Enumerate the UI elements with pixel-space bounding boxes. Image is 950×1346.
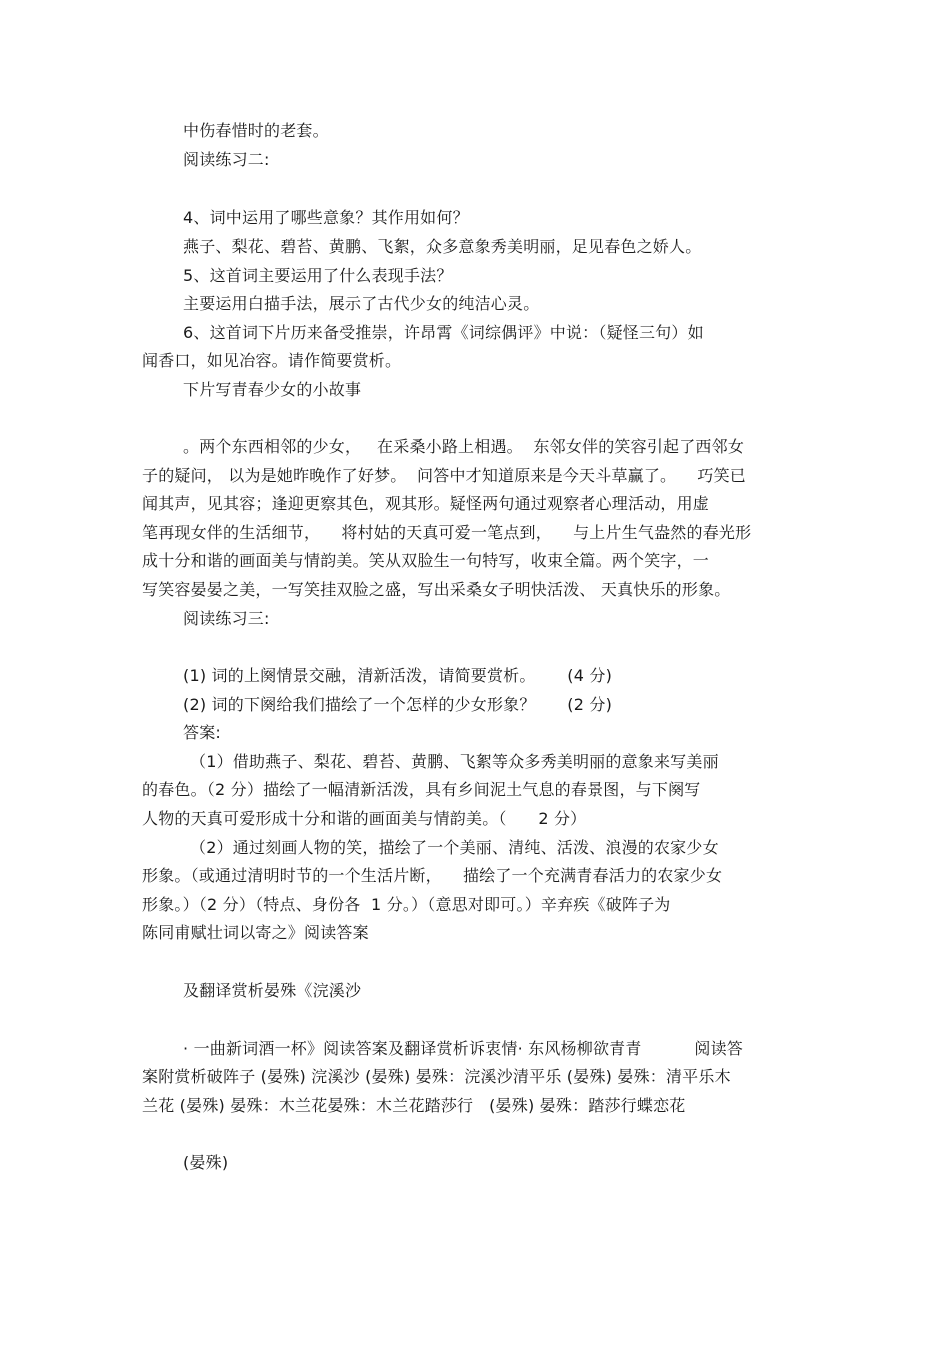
paragraph-line: 写笑容晏晏之美，一写笑挂双脸之盛，写出采桑女子明快活泼、 天真快乐的形象。 — [142, 580, 731, 599]
question-line: 闻香口，如见冶容。请作简要赏析。 — [142, 351, 402, 370]
paragraph-line: 笔再现女伴的生活细节， 将村姑的天真可爱一笔点到， 与上片生气盎然的春光形 — [142, 523, 752, 542]
answer-line: 燕子、梨花、碧苔、黄鹏、飞絮，众多意象秀美明丽，足见春色之娇人。 — [183, 237, 702, 256]
answer-line: 下片写青春少女的小故事 — [183, 380, 362, 399]
text-line: 中伤春惜时的老套。 — [183, 121, 329, 140]
answer-line: （1）借助燕子、梨花、碧苔、黄鹏、飞絮等众多秀美明丽的意象来写美丽 — [190, 752, 719, 771]
answer-line: 形象。）（2 分）（特点、身份各 1 分。）（意思对即可。）辛弃疾《破阵子为 — [142, 895, 671, 914]
text-line: (晏殊) — [183, 1153, 229, 1172]
answer-line: 主要运用白描手法，展示了古代少女的纯洁心灵。 — [183, 294, 540, 313]
text-line: 案附赏析破阵子 (晏殊) 浣溪沙 (晏殊) 晏殊：浣溪沙清平乐 (晏殊) 晏殊：清平乐木 — [142, 1067, 731, 1086]
question-line: (2) 词的下阕给我们描绘了一个怎样的少女形象？ (2 分) — [183, 695, 613, 714]
paragraph-line: 子的疑问， 以为是她昨晚作了好梦。 问答中才知道原来是今天斗草赢了。 巧笑已 — [142, 466, 747, 485]
paragraph-line: 闻其声，见其容；逢迎更察其色，观其形。疑怪两句通过观察者心理活动，用虚 — [142, 494, 710, 513]
question-line: 4、词中运用了哪些意象？其作用如何？ — [183, 208, 469, 227]
question-line: 6、这首词下片历来备受推崇，许昂霄《词综偶评》中说：（疑怪三句）如 — [183, 323, 704, 342]
answer-line: （2）通过刻画人物的笑，描绘了一个美丽、清纯、活泼、浪漫的农家少女 — [190, 838, 719, 857]
question-line: (1) 词的上阕情景交融，清新活泼，请简要赏析。 (4 分) — [183, 666, 613, 685]
paragraph-line: 。两个东西相邻的少女， 在采桑小路上相遇。 东邻女伴的笑容引起了西邻女 — [183, 437, 745, 456]
section-heading: 阅读练习二: — [183, 150, 270, 169]
text-line: 兰花 (晏殊) 晏殊：木兰花晏殊：木兰花踏莎行 (晏殊) 晏殊：踏莎行蝶恋花 — [142, 1096, 686, 1115]
answer-line: 人物的天真可爱形成十分和谐的画面美与情韵美。（ 2 分） — [142, 809, 587, 828]
answer-heading: 答案: — [183, 723, 221, 742]
answer-line: 形象。（或通过清明时节的一个生活片断， 描绘了一个充满青春活力的农家少女 — [142, 866, 723, 885]
text-line: 及翻译赏析晏殊《浣溪沙 — [183, 981, 362, 1000]
answer-line: 的春色。（2 分）描绘了一幅清新活泼，具有乡间泥土气息的春景图，与下阕写 — [142, 780, 701, 799]
paragraph-line: 成十分和谐的画面美与情韵美。笑从双脸生一句特写，收束全篇。两个笑字，一 — [142, 551, 710, 570]
section-heading: 阅读练习三: — [183, 609, 270, 628]
answer-line: 陈同甫赋壮词以寄之》阅读答案 — [142, 923, 369, 942]
question-line: 5、这首词主要运用了什么表现手法？ — [183, 266, 453, 285]
text-line: · 一曲新词酒一杯》阅读答案及翻译赏析诉衷情· 东风杨柳欲青青 阅读答 — [183, 1039, 744, 1058]
